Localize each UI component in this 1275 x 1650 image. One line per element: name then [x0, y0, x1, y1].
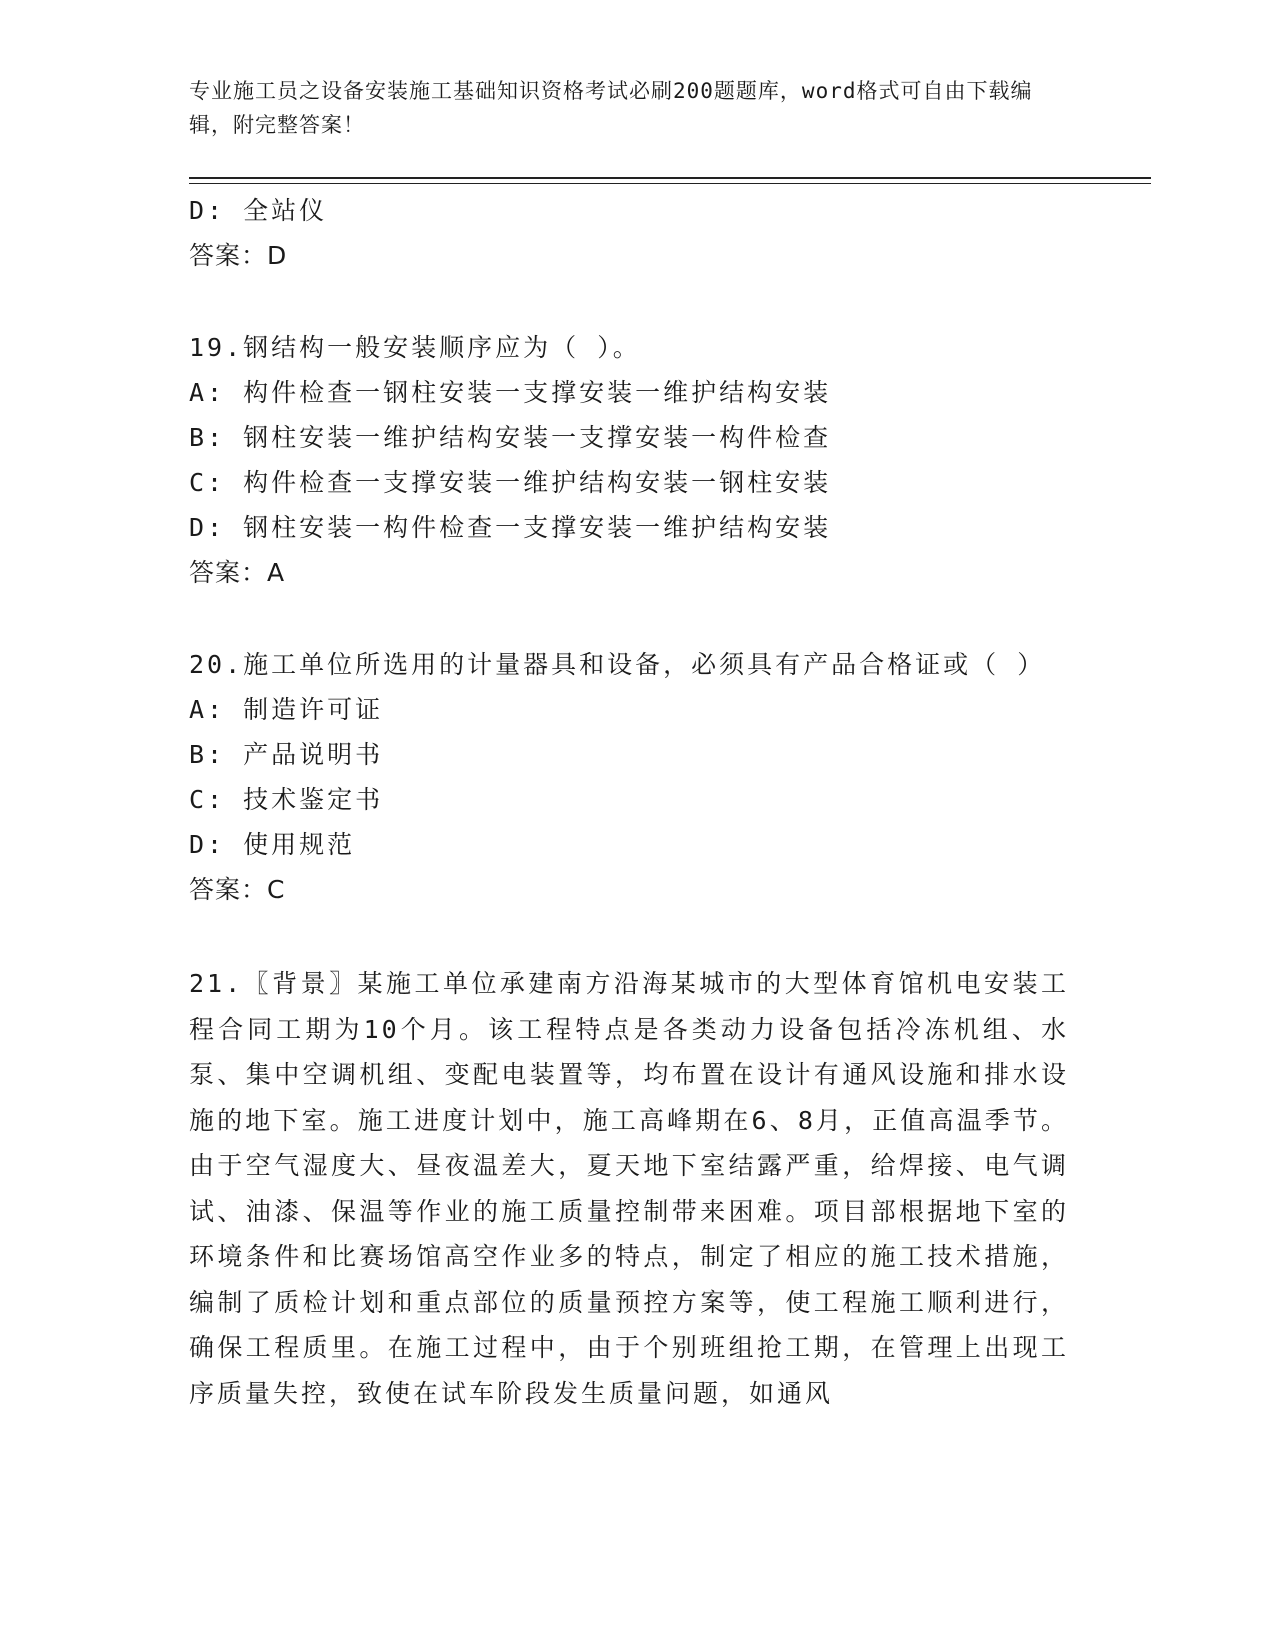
option-d: D: 使用规范	[189, 830, 356, 859]
option-b: B: 产品说明书	[189, 740, 384, 769]
header-divider	[189, 177, 1151, 179]
question-20	[189, 642, 1069, 912]
option-c: C: 构件检查一支撑安装一维护结构安装一钢柱安装	[189, 468, 832, 497]
document-body	[189, 188, 1069, 1416]
option-c: C: 技术鉴定书	[189, 785, 384, 814]
question-19	[189, 325, 1069, 595]
answer: 答案：C	[189, 875, 286, 904]
spacer	[189, 278, 1069, 325]
header-title: 专业施工员之设备安装施工基础知识资格考试必刷200题题库，word格式可自由下载编辑，附完整答案！	[189, 79, 1033, 137]
option-d: D: 钢柱安装一构件检查一支撑安装一维护结构安装	[189, 513, 832, 542]
option-a: A: 制造许可证	[189, 695, 384, 724]
spacer	[189, 912, 1069, 959]
document-header	[189, 74, 1069, 142]
question-21-background: 21.〖背景〗某施工单位承建南方沿海某城市的大型体育馆机电安装工程合同工期为10个月。该工程特点是各类动力设备包括冷冻机组、水泵、集中空调机组、变配电装置等，均布置在设计有通风设施和排水设施的地下室。施工进度计划中，施工高峰期在6、8月，正值高温季节。由于空气湿度大、昼夜温差大，夏天地下室结露严重，给焊接、电气调试、油漆、保温等作业的施工质量控制带来困难。项目部根据地下室的环境条件和比赛场馆高空作业多的特点，制定了相应的施工技术措施，编制了质检计划和重点部位的质量预控方案等，使工程施工顺利进行，确保工程质里。在施工过程中，由于个别班组抢工期，在管理上出现工序质量失控，致使在试车阶段发生质量问题，如通风	[189, 969, 1069, 1408]
question-stem: 20.施工单位所选用的计量器具和设备，必须具有产品合格证或（ ）	[189, 650, 1046, 679]
prev-option-d: D: 全站仪	[189, 196, 328, 225]
answer: 答案：A	[189, 558, 286, 587]
prev-answer: 答案：D	[189, 241, 288, 270]
header-divider-thin	[189, 183, 1151, 184]
option-b: B: 钢柱安装一维护结构安装一支撑安装一构件检查	[189, 423, 832, 452]
question-stem: 19.钢结构一般安装顺序应为（ ）。	[189, 333, 641, 362]
spacer	[189, 595, 1069, 642]
option-a: A: 构件检查一钢柱安装一支撑安装一维护结构安装	[189, 378, 832, 407]
